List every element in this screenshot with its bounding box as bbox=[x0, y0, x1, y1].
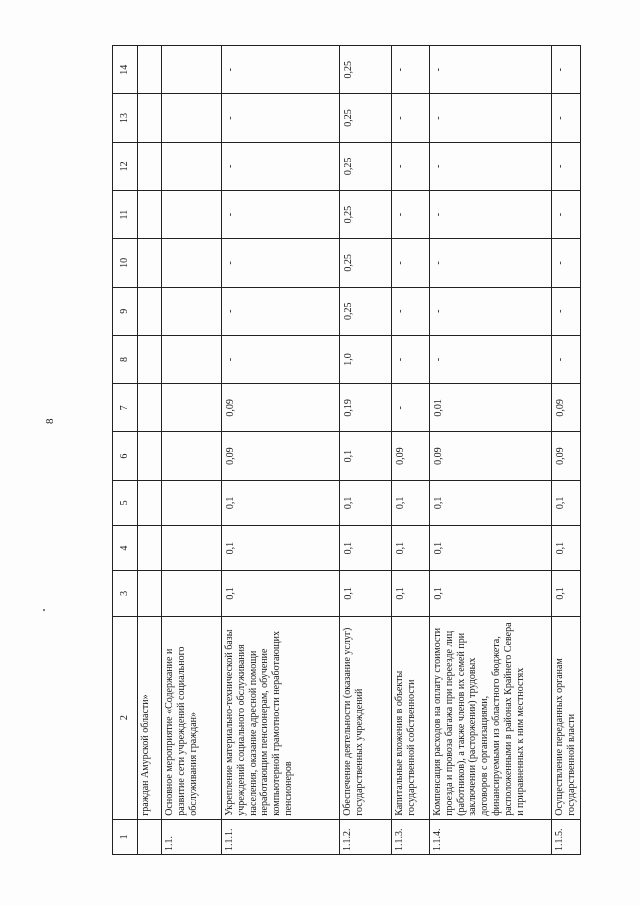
row-code-cell: 1.1.2. bbox=[340, 819, 392, 854]
value-cell: 0,1 bbox=[392, 526, 430, 571]
table-row bbox=[162, 46, 222, 855]
row-code-cell: 1.1. bbox=[162, 819, 222, 854]
value-cell bbox=[162, 46, 222, 94]
value-cell: 0,1 bbox=[552, 571, 581, 616]
header-cell: 1 bbox=[113, 819, 138, 854]
header-cell: 6 bbox=[113, 432, 138, 480]
value-cell bbox=[138, 571, 162, 616]
header-cell: 3 bbox=[113, 571, 138, 616]
value-cell: 0,1 bbox=[430, 526, 552, 571]
value-cell: 0,09 bbox=[222, 384, 340, 432]
value-cell: 0,25 bbox=[340, 46, 392, 94]
value-cell bbox=[162, 190, 222, 238]
row-name-cell: граждан Амурской области» bbox=[138, 616, 162, 819]
row-name-cell: Основное мероприятие «Содержание и развитие сети учреждений социального обслуживания граждан» bbox=[162, 616, 222, 819]
value-cell bbox=[162, 571, 222, 616]
value-cell: 0,09 bbox=[430, 432, 552, 480]
value-cell: - bbox=[552, 287, 581, 335]
value-cell bbox=[138, 46, 162, 94]
value-cell: 0,1 bbox=[552, 526, 581, 571]
header-cell: 7 bbox=[113, 384, 138, 432]
header-cell: 8 bbox=[113, 335, 138, 383]
value-cell: 0,1 bbox=[552, 480, 581, 525]
value-cell: 0,1 bbox=[430, 480, 552, 525]
value-cell bbox=[138, 335, 162, 383]
row-code-cell bbox=[138, 819, 162, 854]
value-cell bbox=[138, 432, 162, 480]
row-name-cell: Компенсация расходов на оплату стоимости проезда и провоза багажа при переезде лиц (работников), а также членов их семей при заключении (расторжении) трудовых договоров с организациями, финансируемыми из областного бюджета, расположенными в районах Крайнего Севера и приравненных к ним местностях bbox=[430, 616, 552, 819]
value-cell: - bbox=[552, 142, 581, 190]
row-name-cell: Обеспечение деятельности (оказание услуг) государственных учреждений bbox=[340, 616, 392, 819]
value-cell: 0,19 bbox=[340, 384, 392, 432]
header-cell: 2 bbox=[113, 616, 138, 819]
row-name-cell: Укрепление материально-технической базы учреждений социального обслуживания населения, оказание адресной помощи неработающим пенсионерам, обучение компьютерной грамотности неработающих пенсионеров bbox=[222, 616, 340, 819]
value-cell: - bbox=[430, 190, 552, 238]
row-name-cell: Капитальные вложения в объекты государственной собственности bbox=[392, 616, 430, 819]
value-cell bbox=[162, 526, 222, 571]
value-cell: - bbox=[222, 287, 340, 335]
value-cell: - bbox=[222, 239, 340, 287]
value-cell: 1,0 bbox=[340, 335, 392, 383]
row-code-cell: 1.1.4. bbox=[430, 819, 552, 854]
value-cell: - bbox=[222, 46, 340, 94]
value-cell: - bbox=[552, 94, 581, 142]
value-cell bbox=[138, 94, 162, 142]
value-cell: 0,25 bbox=[340, 287, 392, 335]
value-cell: - bbox=[552, 190, 581, 238]
table-row bbox=[552, 46, 581, 855]
value-cell: - bbox=[392, 287, 430, 335]
value-cell: - bbox=[222, 94, 340, 142]
page-number: 8 bbox=[44, 418, 56, 424]
value-cell: - bbox=[430, 239, 552, 287]
value-cell bbox=[138, 142, 162, 190]
value-cell: 0,25 bbox=[340, 190, 392, 238]
header-cell: 11 bbox=[113, 190, 138, 238]
header-cell: 9 bbox=[113, 287, 138, 335]
row-code-cell: 1.1.3. bbox=[392, 819, 430, 854]
header-cell: 10 bbox=[113, 239, 138, 287]
value-cell: 0,09 bbox=[552, 384, 581, 432]
scan-speck bbox=[43, 609, 45, 611]
value-cell: 0,1 bbox=[392, 571, 430, 616]
value-cell: - bbox=[430, 94, 552, 142]
value-cell bbox=[138, 239, 162, 287]
value-cell: 0,01 bbox=[430, 384, 552, 432]
table-row bbox=[392, 46, 430, 855]
value-cell: - bbox=[552, 335, 581, 383]
value-cell bbox=[138, 190, 162, 238]
table-row bbox=[430, 46, 552, 855]
value-cell bbox=[138, 480, 162, 525]
value-cell: - bbox=[392, 335, 430, 383]
value-cell: - bbox=[430, 46, 552, 94]
value-cell: - bbox=[430, 142, 552, 190]
value-cell: - bbox=[392, 142, 430, 190]
value-cell: - bbox=[552, 239, 581, 287]
value-cell: - bbox=[430, 287, 552, 335]
header-cell: 5 bbox=[113, 480, 138, 525]
header-cell: 14 bbox=[113, 46, 138, 94]
value-cell bbox=[162, 142, 222, 190]
data-table bbox=[112, 45, 581, 855]
value-cell: 0,1 bbox=[340, 526, 392, 571]
row-name-cell: Осуществление переданных органам государственной власти bbox=[552, 616, 581, 819]
row-code-cell: 1.1.5. bbox=[552, 819, 581, 854]
value-cell: 0,1 bbox=[392, 480, 430, 525]
value-cell: - bbox=[392, 239, 430, 287]
header-cell: 12 bbox=[113, 142, 138, 190]
value-cell bbox=[162, 94, 222, 142]
table-row bbox=[340, 46, 392, 855]
value-cell: 0,1 bbox=[340, 480, 392, 525]
rotated-table-page bbox=[112, 45, 577, 855]
value-cell: 0,09 bbox=[392, 432, 430, 480]
value-cell: 0,09 bbox=[552, 432, 581, 480]
value-cell: - bbox=[552, 46, 581, 94]
value-cell: 0,25 bbox=[340, 94, 392, 142]
value-cell: - bbox=[222, 190, 340, 238]
value-cell: 0,1 bbox=[340, 571, 392, 616]
value-cell: 0,1 bbox=[340, 432, 392, 480]
value-cell bbox=[162, 287, 222, 335]
value-cell: 0,09 bbox=[222, 432, 340, 480]
value-cell: 0,1 bbox=[430, 571, 552, 616]
value-cell: - bbox=[430, 335, 552, 383]
value-cell: - bbox=[222, 335, 340, 383]
value-cell: - bbox=[392, 94, 430, 142]
table-header-row bbox=[113, 46, 138, 855]
value-cell bbox=[162, 239, 222, 287]
value-cell bbox=[138, 384, 162, 432]
table-row bbox=[138, 46, 162, 855]
value-cell: 0,1 bbox=[222, 480, 340, 525]
value-cell: - bbox=[392, 46, 430, 94]
value-cell bbox=[138, 287, 162, 335]
value-cell bbox=[138, 526, 162, 571]
value-cell: - bbox=[222, 142, 340, 190]
value-cell bbox=[162, 432, 222, 480]
header-cell: 13 bbox=[113, 94, 138, 142]
value-cell bbox=[162, 384, 222, 432]
value-cell: 0,25 bbox=[340, 239, 392, 287]
value-cell: - bbox=[392, 190, 430, 238]
value-cell bbox=[162, 480, 222, 525]
value-cell: 0,25 bbox=[340, 142, 392, 190]
row-code-cell: 1.1.1. bbox=[222, 819, 340, 854]
value-cell: 0,1 bbox=[222, 571, 340, 616]
value-cell bbox=[162, 335, 222, 383]
header-cell: 4 bbox=[113, 526, 138, 571]
value-cell: - bbox=[392, 384, 430, 432]
table-row bbox=[222, 46, 340, 855]
value-cell: 0,1 bbox=[222, 526, 340, 571]
